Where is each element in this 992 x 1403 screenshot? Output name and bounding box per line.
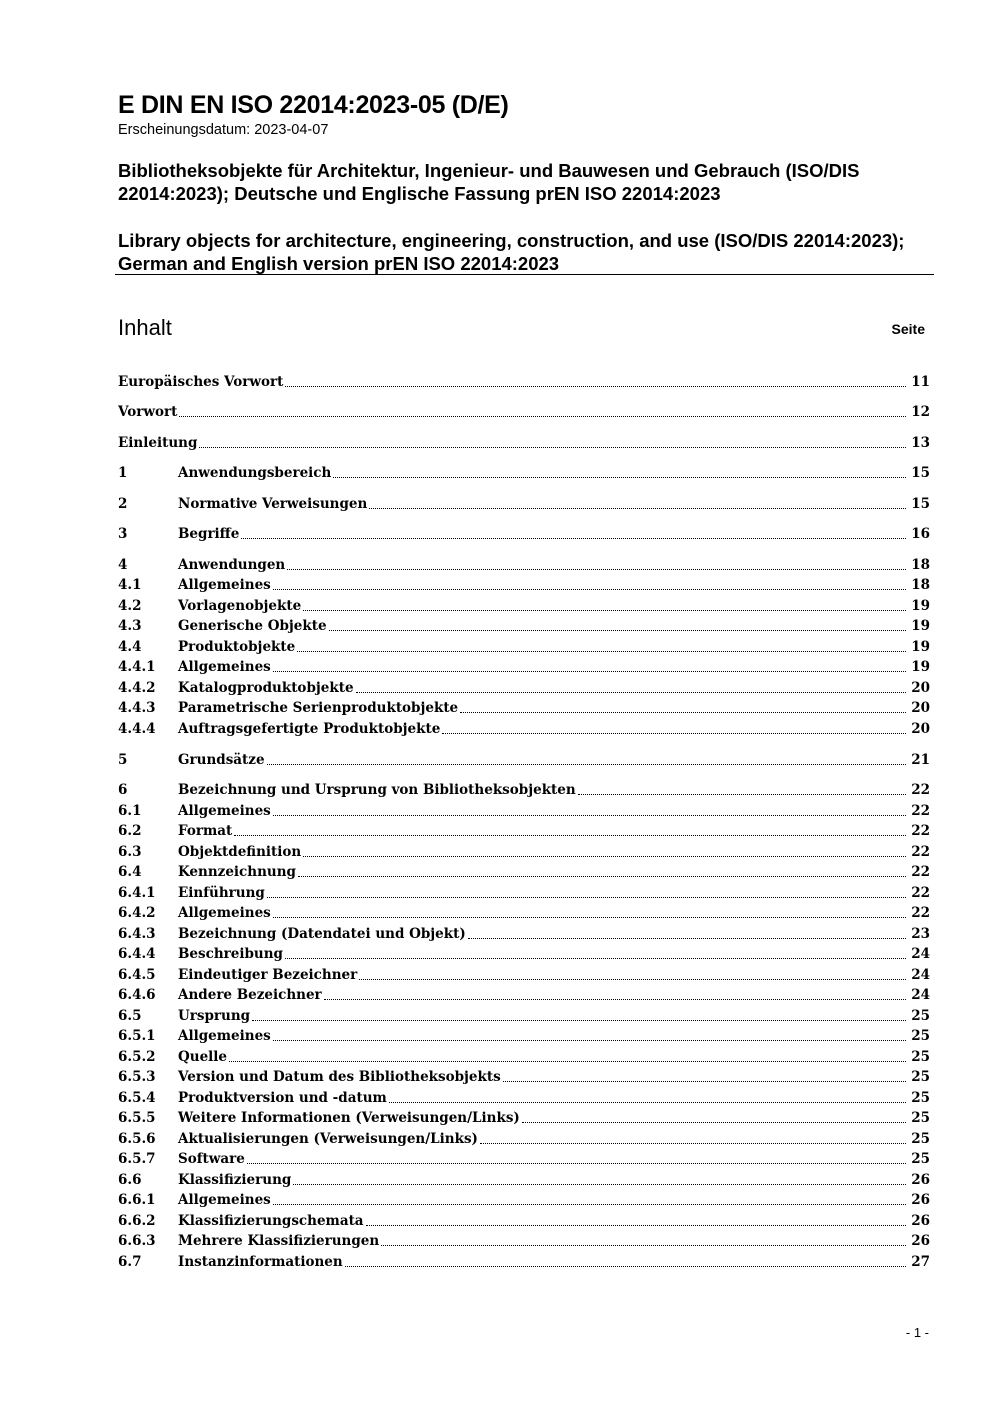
toc-entry-title: Einführung xyxy=(178,885,265,901)
toc-entry[interactable] xyxy=(118,574,930,594)
toc-entry-leader xyxy=(503,1080,906,1082)
toc-entry-page: 22 xyxy=(911,823,930,839)
toc-entry-title: Software xyxy=(178,1151,245,1167)
toc-entry[interactable] xyxy=(118,615,930,635)
toc-entry-number: 4.4.3 xyxy=(118,700,156,716)
toc-entry-title: Allgemeines xyxy=(178,803,271,819)
toc-entry-number: 3 xyxy=(118,526,128,542)
toc-entry-leader xyxy=(345,1265,906,1267)
toc-entry-page: 25 xyxy=(911,1110,930,1126)
toc-entry[interactable] xyxy=(118,371,930,391)
toc-entry-leader xyxy=(297,650,906,652)
toc-entry-leader xyxy=(356,691,906,693)
header-rule xyxy=(115,274,934,275)
toc-entry-page: 15 xyxy=(911,496,930,512)
toc-entry-number: 6.5 xyxy=(118,1008,142,1024)
toc-entry[interactable] xyxy=(118,779,930,799)
toc-entry-leader xyxy=(287,568,906,570)
toc-entry-page: 26 xyxy=(911,1213,930,1229)
toc-entry-title: Allgemeines xyxy=(178,1192,271,1208)
toc-entry-title: Allgemeines xyxy=(178,659,271,675)
toc-entry[interactable] xyxy=(118,1107,930,1127)
toc-entry[interactable] xyxy=(118,1046,930,1066)
toc-entry-title: Klassifizierungschemata xyxy=(178,1213,364,1229)
toc-entry[interactable] xyxy=(118,964,930,984)
toc-entry-page: 27 xyxy=(911,1254,930,1270)
toc-entry-leader xyxy=(273,670,906,672)
toc-entry-page: 24 xyxy=(911,987,930,1003)
toc-entry-leader xyxy=(324,998,906,1000)
toc-entry-title: Allgemeines xyxy=(178,905,271,921)
toc-entry-leader xyxy=(293,1183,906,1185)
toc-entry[interactable] xyxy=(118,1087,930,1107)
toc-entry-leader xyxy=(179,415,906,417)
toc-entry-number: 6.4.4 xyxy=(118,946,156,962)
toc-entry[interactable] xyxy=(118,462,930,482)
toc-page-label: Seite xyxy=(891,321,925,337)
toc-entry-title: Bezeichnung und Ursprung von Bibliotheksobjekten xyxy=(178,782,576,798)
toc-entry-number: 6.1 xyxy=(118,803,142,819)
toc-entry-leader xyxy=(273,588,906,590)
toc-entry[interactable] xyxy=(118,800,930,820)
toc-entry-title: Kennzeichnung xyxy=(178,864,296,880)
toc-entry[interactable] xyxy=(118,718,930,738)
toc-entry[interactable] xyxy=(118,1005,930,1025)
toc-entry[interactable] xyxy=(118,636,930,656)
toc-entry-leader xyxy=(389,1101,906,1103)
toc-entry-leader xyxy=(333,476,906,478)
toc-entry[interactable] xyxy=(118,677,930,697)
toc-entry-title: Parametrische Serienproduktobjekte xyxy=(178,700,459,716)
toc-entry-page: 25 xyxy=(911,1008,930,1024)
toc-entry-title: Klassifizierung xyxy=(178,1172,292,1188)
toc-entry[interactable] xyxy=(118,1169,930,1189)
toc-entry[interactable] xyxy=(118,1128,930,1148)
toc-entry-title: Europäisches Vorwort xyxy=(118,374,284,390)
toc-entry-number: 4.3 xyxy=(118,618,142,634)
toc-entry-title: Format xyxy=(178,823,233,839)
toc-entry-page: 25 xyxy=(911,1049,930,1065)
toc-entry-title: Mehrere Klassifizierungen xyxy=(178,1233,380,1249)
toc-entry-number: 6.5.7 xyxy=(118,1151,156,1167)
toc-entry-page: 21 xyxy=(911,752,930,768)
toc-entry-title: Anwendungen xyxy=(178,557,286,573)
toc-entry-leader xyxy=(303,855,906,857)
toc-entry-leader xyxy=(273,814,906,816)
toc-entry-leader xyxy=(468,937,906,939)
toc-entry-number: 6 xyxy=(118,782,128,798)
toc-entry-leader xyxy=(285,385,906,387)
toc-entry-page: 25 xyxy=(911,1028,930,1044)
toc-entry-title: Quelle xyxy=(178,1049,228,1065)
toc-entry-page: 20 xyxy=(911,680,930,696)
toc-entry[interactable] xyxy=(118,1066,930,1086)
toc-entry-number: 6.5.1 xyxy=(118,1028,156,1044)
toc-entry-leader xyxy=(267,896,906,898)
toc-entry-page: 23 xyxy=(911,926,930,942)
toc-entry-number: 6.6.2 xyxy=(118,1213,156,1229)
title-german: Bibliotheksobjekte für Architektur, Ingenieur- und Bauwesen und Gebrauch (ISO/DIS 22014:2023); Deutsche und Englische Fassung prEN ISO 22014:2023 xyxy=(118,160,860,204)
toc-entry-number: 5 xyxy=(118,752,128,768)
toc-entry-number: 4.2 xyxy=(118,598,142,614)
toc-entry-leader xyxy=(303,609,906,611)
toc-entry-title: Produktversion und -datum xyxy=(178,1090,387,1106)
toc-entry-title: Anwendungsbereich xyxy=(178,465,332,481)
toc-entry-number: 6.6.1 xyxy=(118,1192,156,1208)
document-number: E DIN EN ISO 22014:2023-05 (D/E) xyxy=(118,91,509,119)
toc-entry-title: Bezeichnung (Datendatei und Objekt) xyxy=(178,926,466,942)
toc-entry-leader xyxy=(460,711,906,713)
toc-entry-page: 18 xyxy=(911,557,930,573)
toc-entry[interactable] xyxy=(118,984,930,1004)
toc-entry-number: 6.4.1 xyxy=(118,885,156,901)
toc-entry-title: Instanzinformationen xyxy=(178,1254,343,1270)
toc-entry[interactable] xyxy=(118,493,930,513)
toc-entry-page: 22 xyxy=(911,803,930,819)
toc-entry-leader xyxy=(359,978,906,980)
toc-entry-leader xyxy=(273,1039,906,1041)
toc-heading: Inhalt xyxy=(118,315,172,340)
toc-entry-leader xyxy=(329,629,906,631)
toc-entry-page: 22 xyxy=(911,844,930,860)
toc-entry-title: Version und Datum des Bibliotheksobjekts xyxy=(178,1069,501,1085)
toc-entry-number: 6.3 xyxy=(118,844,142,860)
toc-entry-page: 26 xyxy=(911,1192,930,1208)
toc-entry-page: 19 xyxy=(911,618,930,634)
toc-entry-page: 22 xyxy=(911,905,930,921)
toc-entry-page: 16 xyxy=(911,526,930,542)
toc-entry[interactable] xyxy=(118,861,930,881)
toc-entry-title: Andere Bezeichner xyxy=(178,987,322,1003)
toc-entry-page: 19 xyxy=(911,639,930,655)
toc-entry-number: 6.5.6 xyxy=(118,1131,156,1147)
toc-entry[interactable] xyxy=(118,820,930,840)
toc-entry[interactable] xyxy=(118,401,930,421)
toc-entry[interactable] xyxy=(118,923,930,943)
toc-entry[interactable] xyxy=(118,1148,930,1168)
toc-entry-title: Einleitung xyxy=(118,435,198,451)
toc-entry-title: Ursprung xyxy=(178,1008,251,1024)
toc-entry[interactable] xyxy=(118,1251,930,1271)
toc-entry-number: 4.1 xyxy=(118,577,142,593)
toc-entry[interactable] xyxy=(118,697,930,717)
toc-entry[interactable] xyxy=(118,1230,930,1250)
toc-entry-title: Allgemeines xyxy=(178,1028,271,1044)
title-english: Library objects for architecture, engineering, construction, and use (ISO/DIS 22014:2023); German and English version prEN ISO 22014:2023 xyxy=(118,230,905,274)
toc-entry-leader xyxy=(522,1121,906,1123)
toc-entry-number: 6.5.4 xyxy=(118,1090,156,1106)
toc-entry-page: 20 xyxy=(911,700,930,716)
toc-entry[interactable] xyxy=(118,943,930,963)
publication-date: Erscheinungsdatum: 2023-04-07 xyxy=(118,122,329,138)
toc-entry-page: 25 xyxy=(911,1151,930,1167)
toc-entry-number: 1 xyxy=(118,465,128,481)
page-number: - 1 - xyxy=(905,1325,929,1340)
toc-entry-title: Begriffe xyxy=(178,526,240,542)
toc-entry-leader xyxy=(234,834,906,836)
toc-entry-number: 4.4.2 xyxy=(118,680,156,696)
toc-entry-page: 25 xyxy=(911,1090,930,1106)
toc-entry[interactable] xyxy=(118,1025,930,1045)
toc-entry-page: 12 xyxy=(911,404,930,420)
toc-entry-leader xyxy=(252,1019,906,1021)
toc-entry-page: 22 xyxy=(911,864,930,880)
toc-entry-number: 6.2 xyxy=(118,823,142,839)
toc-entry[interactable] xyxy=(118,595,930,615)
toc-entry-number: 6.6.3 xyxy=(118,1233,156,1249)
toc-entry-number: 4.4 xyxy=(118,639,142,655)
toc-entry-title: Generische Objekte xyxy=(178,618,327,634)
toc-entry-number: 6.4.3 xyxy=(118,926,156,942)
toc-entry-page: 25 xyxy=(911,1131,930,1147)
toc-entry-title: Allgemeines xyxy=(178,577,271,593)
toc-entry[interactable] xyxy=(118,882,930,902)
toc-entry-page: 19 xyxy=(911,659,930,675)
toc-entry-page: 25 xyxy=(911,1069,930,1085)
toc-entry-number: 6.4.2 xyxy=(118,905,156,921)
toc-entry-number: 4 xyxy=(118,557,128,573)
toc-entry-leader xyxy=(369,507,906,509)
toc-entry-page: 22 xyxy=(911,885,930,901)
toc-entry-title: Weitere Informationen (Verweisungen/Links) xyxy=(178,1110,520,1126)
toc-entry-number: 6.7 xyxy=(118,1254,142,1270)
toc-entry-leader xyxy=(241,537,906,539)
toc-entry-leader xyxy=(273,1203,906,1205)
toc-entry-leader xyxy=(298,875,906,877)
toc-entry-leader xyxy=(247,1162,906,1164)
toc-entry-leader xyxy=(366,1224,906,1226)
toc-entry-title: Aktualisierungen (Verweisungen/Links) xyxy=(178,1131,478,1147)
toc-entry-title: Vorlagenobjekte xyxy=(178,598,302,614)
toc-entry-title: Katalogproduktobjekte xyxy=(178,680,354,696)
toc-entry-page: 26 xyxy=(911,1172,930,1188)
toc-entry-number: 6.5.2 xyxy=(118,1049,156,1065)
toc-entry[interactable] xyxy=(118,523,930,543)
toc-entry-leader xyxy=(199,446,906,448)
toc-entry-leader xyxy=(442,732,906,734)
toc-entry-title: Vorwort xyxy=(118,404,178,420)
toc-entry-number: 2 xyxy=(118,496,128,512)
toc-entry-title: Eindeutiger Bezeichner xyxy=(178,967,358,983)
toc-entry-page: 15 xyxy=(911,465,930,481)
toc-entry-page: 22 xyxy=(911,782,930,798)
toc-entry-title: Grundsätze xyxy=(178,752,265,768)
toc-entry-page: 11 xyxy=(911,374,930,390)
toc-entry[interactable] xyxy=(118,656,930,676)
toc-entry-page: 26 xyxy=(911,1233,930,1249)
toc-entry-number: 6.5.3 xyxy=(118,1069,156,1085)
toc-entry-page: 24 xyxy=(911,967,930,983)
toc-entry-number: 4.4.4 xyxy=(118,721,156,737)
toc-entry-title: Normative Verweisungen xyxy=(178,496,368,512)
toc-entry-page: 18 xyxy=(911,577,930,593)
toc-entry-number: 6.5.5 xyxy=(118,1110,156,1126)
toc-entry-leader xyxy=(229,1060,906,1062)
toc-entry-leader xyxy=(285,957,906,959)
toc-entry-page: 24 xyxy=(911,946,930,962)
toc-entry[interactable] xyxy=(118,902,930,922)
toc-entry-number: 6.4 xyxy=(118,864,142,880)
toc-entry[interactable] xyxy=(118,432,930,452)
toc-entry-title: Produktobjekte xyxy=(178,639,296,655)
toc-entry-number: 6.6 xyxy=(118,1172,142,1188)
toc-entry-title: Objektdefinition xyxy=(178,844,302,860)
toc-entry-page: 20 xyxy=(911,721,930,737)
toc-entry-title: Beschreibung xyxy=(178,946,283,962)
toc-entry-leader xyxy=(381,1244,906,1246)
toc-entry-page: 13 xyxy=(911,435,930,451)
toc-entry[interactable] xyxy=(118,554,930,574)
toc-entry[interactable] xyxy=(118,1189,930,1209)
toc-entry-title: Auftragsgefertigte Produktobjekte xyxy=(178,721,441,737)
toc-entry-number: 6.4.5 xyxy=(118,967,156,983)
toc-entry-leader xyxy=(273,916,906,918)
toc-entry[interactable] xyxy=(118,1210,930,1230)
toc-entry-page: 19 xyxy=(911,598,930,614)
toc-entry-leader xyxy=(578,793,906,795)
toc-entry-number: 6.4.6 xyxy=(118,987,156,1003)
toc-entry[interactable] xyxy=(118,841,930,861)
toc-entry-leader xyxy=(267,763,906,765)
toc-entry-leader xyxy=(480,1142,906,1144)
toc-entry[interactable] xyxy=(118,749,930,769)
toc-entry-number: 4.4.1 xyxy=(118,659,156,675)
